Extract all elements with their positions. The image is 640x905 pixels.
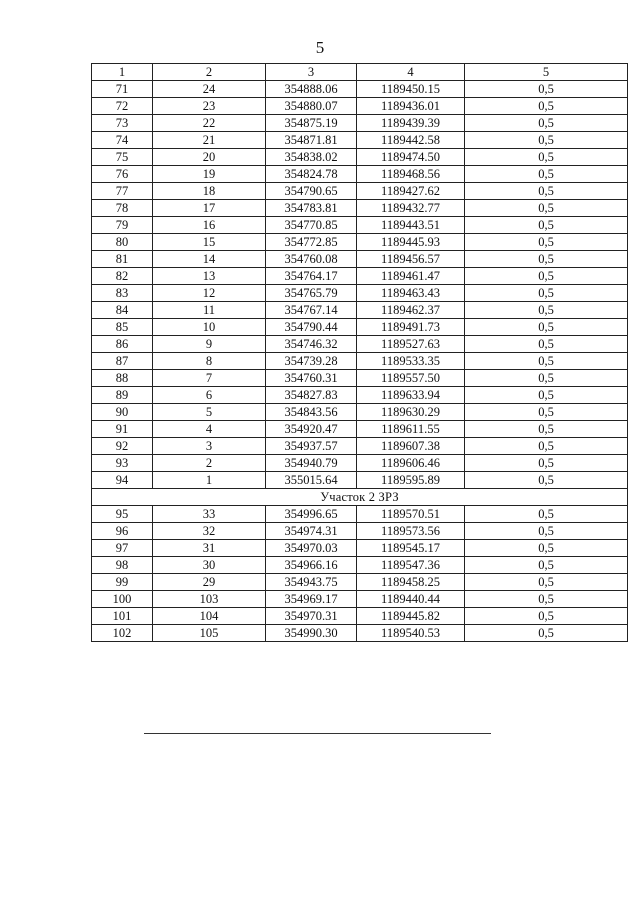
section-row [92,489,628,506]
table-row [92,319,628,336]
table-cell: 33 [153,506,266,523]
table-cell: 1189436.01 [357,98,465,115]
table-cell: 20 [153,149,266,166]
table-cell: 1189458.25 [357,574,465,591]
table-cell: 11 [153,302,266,319]
table-cell: 354824.78 [266,166,357,183]
table-cell: 0,5 [465,319,628,336]
table-cell: 354970.31 [266,608,357,625]
table-cell: 1189440.44 [357,591,465,608]
table-cell: 1189607.38 [357,438,465,455]
section-label: Участок 2 ЗРЗ [92,489,628,506]
table-cell: 13 [153,268,266,285]
table-row [92,149,628,166]
table-cell: 1189595.89 [357,472,465,489]
table-row [92,540,628,557]
table-row [92,387,628,404]
table-cell: 31 [153,540,266,557]
table-cell: 0,5 [465,336,628,353]
table-row [92,472,628,489]
table-cell: 72 [92,98,153,115]
table-cell: 0,5 [465,472,628,489]
table-cell: 1189445.93 [357,234,465,251]
table-cell: 10 [153,319,266,336]
table-cell: 23 [153,98,266,115]
table-cell: 78 [92,200,153,217]
table-cell: 0,5 [465,455,628,472]
table-cell: 0,5 [465,421,628,438]
table-cell: 355015.64 [266,472,357,489]
table-cell: 1189450.15 [357,81,465,98]
column-header: 3 [266,64,357,81]
table-cell: 3 [153,438,266,455]
table-row [92,421,628,438]
table-cell: 0,5 [465,370,628,387]
table-cell: 1189611.55 [357,421,465,438]
table-cell: 8 [153,353,266,370]
table-cell: 96 [92,523,153,540]
table-cell: 1189445.82 [357,608,465,625]
table-cell: 1189557.50 [357,370,465,387]
table-cell: 354770.85 [266,217,357,234]
table-cell: 0,5 [465,234,628,251]
table-cell: 354974.31 [266,523,357,540]
table-cell: 73 [92,115,153,132]
table-cell: 1189606.46 [357,455,465,472]
table-cell: 354996.65 [266,506,357,523]
table-cell: 29 [153,574,266,591]
table-row [92,268,628,285]
table-cell: 354765.79 [266,285,357,302]
table-cell: 354827.83 [266,387,357,404]
table-cell: 2 [153,455,266,472]
table-cell: 102 [92,625,153,642]
table-row [92,625,628,642]
table-cell: 0,5 [465,251,628,268]
table-cell: 0,5 [465,387,628,404]
table-cell: 71 [92,81,153,98]
table-cell: 1189461.47 [357,268,465,285]
table-cell: 86 [92,336,153,353]
table-row [92,81,628,98]
table-cell: 79 [92,217,153,234]
table-cell: 16 [153,217,266,234]
table-cell: 24 [153,81,266,98]
table-cell: 21 [153,132,266,149]
table-row [92,557,628,574]
table-cell: 0,5 [465,608,628,625]
table-cell: 1189474.50 [357,149,465,166]
table-row [92,166,628,183]
table-cell: 1189630.29 [357,404,465,421]
table-cell: 0,5 [465,574,628,591]
table-cell: 84 [92,302,153,319]
table-cell: 105 [153,625,266,642]
table-cell: 93 [92,455,153,472]
column-header: 5 [465,64,628,81]
table-cell: 354843.56 [266,404,357,421]
table-cell: 17 [153,200,266,217]
table-cell: 354943.75 [266,574,357,591]
table-cell: 104 [153,608,266,625]
table-body-section-2 [92,506,628,642]
table-cell: 95 [92,506,153,523]
table-cell: 354764.17 [266,268,357,285]
table-cell: 354790.65 [266,183,357,200]
table-cell: 354767.14 [266,302,357,319]
table-cell: 0,5 [465,166,628,183]
column-header: 1 [92,64,153,81]
table-cell: 6 [153,387,266,404]
table-cell: 354772.85 [266,234,357,251]
table-cell: 1 [153,472,266,489]
table-cell: 0,5 [465,81,628,98]
table-row [92,251,628,268]
table-cell: 74 [92,132,153,149]
table-cell: 354739.28 [266,353,357,370]
table-cell: 1189633.94 [357,387,465,404]
table-cell: 4 [153,421,266,438]
table-cell: 32 [153,523,266,540]
section-heading-body [92,489,628,506]
table-cell: 18 [153,183,266,200]
table-row [92,200,628,217]
table-row [92,98,628,115]
table-cell: 77 [92,183,153,200]
table-cell: 1189468.56 [357,166,465,183]
table-cell: 354790.44 [266,319,357,336]
table-cell: 100 [92,591,153,608]
table-cell: 88 [92,370,153,387]
table-cell: 0,5 [465,302,628,319]
signature-line [144,733,491,734]
table-body-section-1 [92,81,628,489]
table-cell: 1189456.57 [357,251,465,268]
table-row [92,591,628,608]
table-row [92,183,628,200]
table-cell: 354970.03 [266,540,357,557]
table-cell: 354783.81 [266,200,357,217]
column-header: 4 [357,64,465,81]
table-cell: 80 [92,234,153,251]
table-row [92,115,628,132]
table-cell: 0,5 [465,183,628,200]
table-cell: 0,5 [465,285,628,302]
table-cell: 354920.47 [266,421,357,438]
table-cell: 354760.31 [266,370,357,387]
table-row [92,608,628,625]
table-cell: 19 [153,166,266,183]
table-cell: 354990.30 [266,625,357,642]
table-cell: 0,5 [465,438,628,455]
table-cell: 7 [153,370,266,387]
table-cell: 0,5 [465,625,628,642]
table-cell: 5 [153,404,266,421]
table-header [92,64,628,81]
table-cell: 15 [153,234,266,251]
table-cell: 354880.07 [266,98,357,115]
table-cell: 0,5 [465,557,628,574]
coordinates-table [91,63,628,642]
table-row [92,353,628,370]
table-cell: 1189540.53 [357,625,465,642]
table-cell: 87 [92,353,153,370]
table-cell: 0,5 [465,591,628,608]
table-cell: 92 [92,438,153,455]
table-cell: 12 [153,285,266,302]
table-cell: 101 [92,608,153,625]
table-cell: 354746.32 [266,336,357,353]
table-cell: 1189442.58 [357,132,465,149]
table-row [92,217,628,234]
table-cell: 1189570.51 [357,506,465,523]
table-cell: 1189427.62 [357,183,465,200]
table-row [92,234,628,251]
table-row [92,370,628,387]
table-row [92,302,628,319]
table-cell: 90 [92,404,153,421]
table-cell: 0,5 [465,132,628,149]
table-cell: 89 [92,387,153,404]
table-cell: 1189527.63 [357,336,465,353]
table-row [92,574,628,591]
table-cell: 1189533.35 [357,353,465,370]
table-cell: 1189545.17 [357,540,465,557]
table-cell: 1189443.51 [357,217,465,234]
table-cell: 354937.57 [266,438,357,455]
table-cell: 97 [92,540,153,557]
column-header: 2 [153,64,266,81]
table-cell: 0,5 [465,217,628,234]
table-cell: 83 [92,285,153,302]
table-cell: 99 [92,574,153,591]
table-cell: 0,5 [465,404,628,421]
table-row [92,523,628,540]
table-cell: 82 [92,268,153,285]
table-cell: 0,5 [465,98,628,115]
table-row [92,455,628,472]
table-cell: 1189491.73 [357,319,465,336]
table-cell: 1189573.56 [357,523,465,540]
table-cell: 1189432.77 [357,200,465,217]
table-cell: 354871.81 [266,132,357,149]
table-cell: 0,5 [465,115,628,132]
table-row [92,336,628,353]
table-cell: 75 [92,149,153,166]
table-row [92,132,628,149]
table-cell: 98 [92,557,153,574]
table-cell: 103 [153,591,266,608]
table-cell: 14 [153,251,266,268]
table-cell: 0,5 [465,506,628,523]
table-cell: 0,5 [465,353,628,370]
table-cell: 9 [153,336,266,353]
table-row [92,438,628,455]
table-cell: 76 [92,166,153,183]
table-cell: 354875.19 [266,115,357,132]
table-cell: 1189462.37 [357,302,465,319]
table-cell: 0,5 [465,523,628,540]
table-row [92,506,628,523]
table-cell: 354969.17 [266,591,357,608]
table-cell: 0,5 [465,268,628,285]
table-cell: 0,5 [465,149,628,166]
table-cell: 354838.02 [266,149,357,166]
table-row [92,404,628,421]
table-cell: 30 [153,557,266,574]
table-cell: 354888.06 [266,81,357,98]
page-number: 5 [315,38,325,57]
table-row [92,285,628,302]
table-cell: 1189439.39 [357,115,465,132]
table-cell: 0,5 [465,540,628,557]
table-cell: 81 [92,251,153,268]
table-cell: 1189463.43 [357,285,465,302]
table-cell: 22 [153,115,266,132]
header-row [92,64,628,81]
table-cell: 354760.08 [266,251,357,268]
table-cell: 0,5 [465,200,628,217]
table-cell: 354940.79 [266,455,357,472]
table-cell: 354966.16 [266,557,357,574]
table-cell: 85 [92,319,153,336]
table-cell: 1189547.36 [357,557,465,574]
table-cell: 91 [92,421,153,438]
table-cell: 94 [92,472,153,489]
